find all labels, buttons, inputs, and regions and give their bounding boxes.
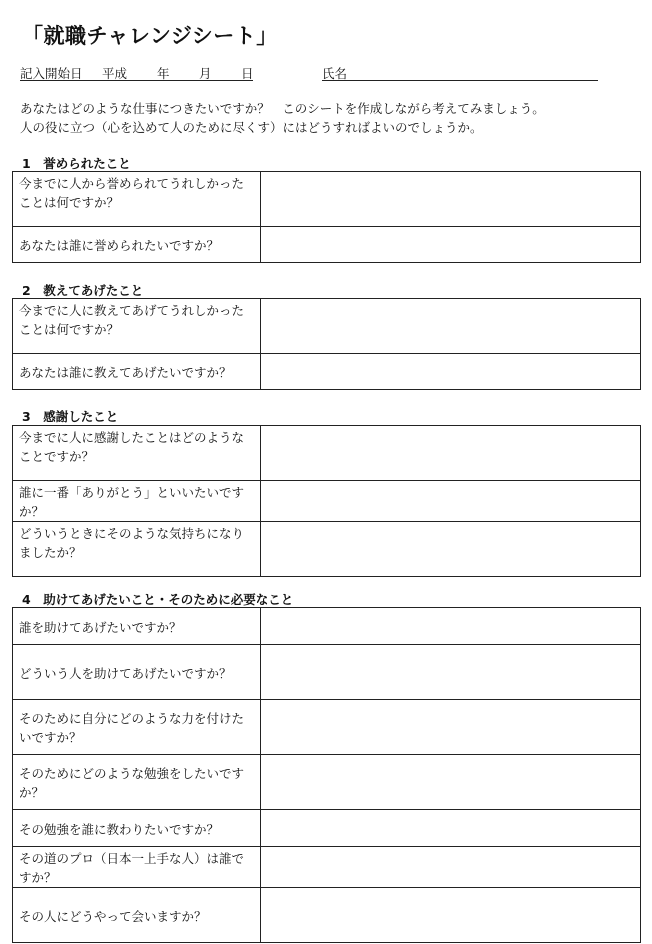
intro-text — [20, 99, 640, 137]
question-label: 今までに人に教えてあげてうれしかったことは何ですか？ — [13, 299, 261, 354]
question-label: そのために自分にどのような力を付けたいですか？ — [13, 700, 261, 755]
question-label: あなたは誰に誉められたいですか？ — [13, 227, 261, 263]
date-underline[interactable] — [20, 80, 253, 81]
page-title: 「就職チャレンジシート」 — [22, 24, 278, 48]
section-heading: 4 助けてあげたいこと・そのために必要なこと — [22, 592, 294, 607]
question-table — [12, 298, 641, 390]
section-heading: 1 誉められたこと — [22, 156, 131, 171]
answer-cell[interactable] — [261, 354, 641, 390]
section-heading: 3 感謝したこと — [22, 409, 119, 424]
question-table — [12, 171, 641, 263]
answer-cell[interactable] — [261, 227, 641, 263]
name-label: 氏名 — [322, 66, 348, 81]
answer-cell[interactable] — [261, 172, 641, 227]
question-label: あなたは誰に教えてあげたいですか？ — [13, 354, 261, 390]
question-label: その人にどうやって会いますか？ — [13, 888, 261, 943]
intro-line: あなたはどのような仕事につきたいですか？ このシートを作成しながら考えてみましょう。 — [20, 101, 545, 116]
answer-cell[interactable] — [261, 426, 641, 481]
answer-cell[interactable] — [261, 810, 641, 847]
answer-cell[interactable] — [261, 888, 641, 943]
answer-cell[interactable] — [261, 608, 641, 645]
question-label: そのためにどのような勉強をしたいですか？ — [13, 755, 261, 810]
question-table — [12, 607, 641, 943]
month-label: 月 — [199, 66, 212, 81]
answer-cell[interactable] — [261, 481, 641, 522]
question-label: 誰を助けてあげたいですか？ — [13, 608, 261, 645]
answer-cell[interactable] — [261, 299, 641, 354]
answer-cell[interactable] — [261, 645, 641, 700]
question-label: その道のプロ（日本一上手な人）は誰ですか？ — [13, 847, 261, 888]
question-label: 誰に一番「ありがとう」といいたいですか？ — [13, 481, 261, 522]
start-date-label: 記入開始日 — [20, 66, 83, 81]
question-label: その勉強を誰に教わりたいですか？ — [13, 810, 261, 847]
intro-line: 人の役に立つ（心を込めて人のために尽くす）にはどうすればよいのでしょうか。 — [20, 120, 483, 135]
question-label: どういうときにそのような気持ちになりましたか？ — [13, 522, 261, 577]
answer-cell[interactable] — [261, 847, 641, 888]
answer-cell[interactable] — [261, 700, 641, 755]
era-label: 平成 — [102, 66, 128, 81]
question-table — [12, 425, 641, 577]
answer-cell[interactable] — [261, 755, 641, 810]
name-field[interactable] — [322, 80, 598, 81]
day-label: 日 — [241, 66, 254, 81]
year-label: 年 — [157, 66, 170, 81]
question-label: 今までに人から誉められてうれしかったことは何ですか？ — [13, 172, 261, 227]
section-heading: 2 教えてあげたこと — [22, 283, 144, 298]
question-label: どういう人を助けてあげたいですか？ — [13, 645, 261, 700]
answer-cell[interactable] — [261, 522, 641, 577]
question-label: 今までに人に感謝したことはどのようなことですか？ — [13, 426, 261, 481]
